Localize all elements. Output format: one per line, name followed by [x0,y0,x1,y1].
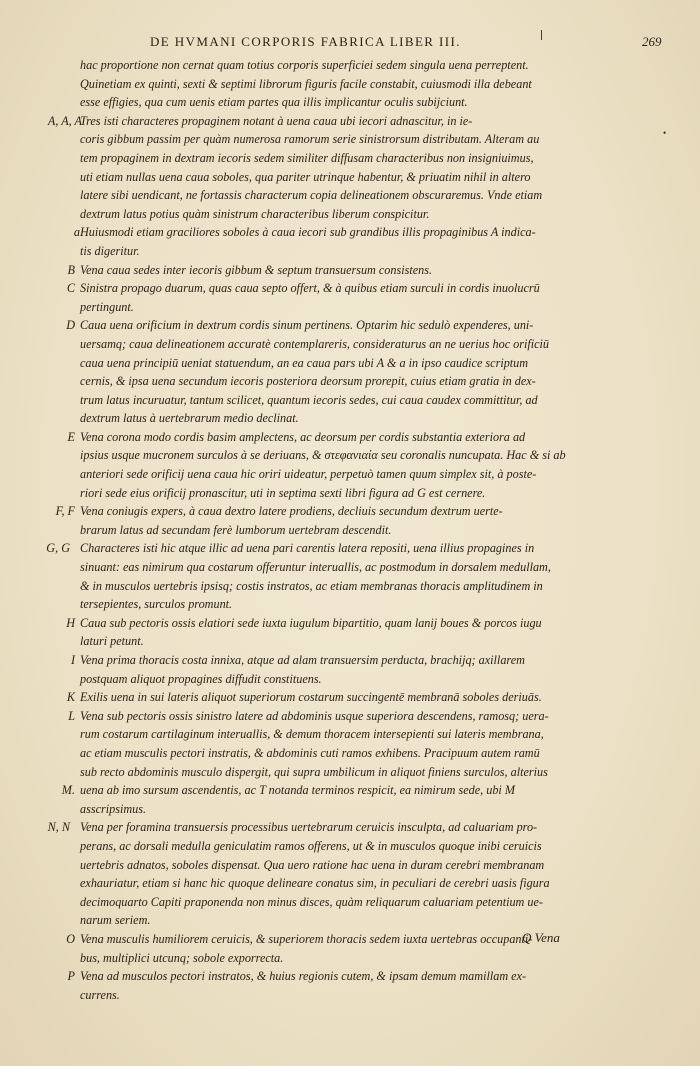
entry-text [0,502,640,539]
entry-line: Vena corona modo cordis basim amplectens, ac deorsum per cordis substantia exteriora ad [80,429,526,444]
entry-key-letter: G, G [46,541,70,556]
entry-line: Vena ad musculos pectori instratos, & huius regionis cutem, & ipsam demum mamillam ex- [80,969,527,984]
entry-line: Tres isti characteres propaginem notant à uena caua ubi iecori adnascitur, in ie- [80,113,473,128]
legend-entry [0,428,700,502]
legend-entry [0,651,700,688]
entry-line: Huiusmodi etiam graciliores soboles à caua iecori sub grandibus illis propaginibus A indica- [80,225,536,240]
intro-line: Quinetiam ex quinti, sexti & septimi librorum figuris facile constabit, cuiusmodi illa debeant [80,76,532,91]
entry-line: ac etiam musculis pectori instratis, & abdominis cuti ramos exhibens. Pracipuum autem ramū [80,745,540,760]
entry-text [0,614,640,651]
entry-line: Vena sub pectoris ossis sinistro latere ad abdominis usque superiora descendens, ramosq; uera- [80,708,549,723]
entry-key-letter: K [66,690,75,705]
entry-line: tem propaginem in dextram iecoris sedem similiter diffusam characteribus non insigniuimus, [80,150,534,165]
entry-text [0,539,640,613]
entry-line: Vena coniugis expers, à caua dextro latere prodiens, decliuis secundum dextrum uerte- [80,504,503,519]
entry-text [0,279,640,316]
entry-line: riori sede eius orificij pronascitur, uti in septima sexti libri figura ad G est cernere. [80,485,486,500]
entry-line: sub recto abdominis musculo dispergit, qui supra umbilicum in aliquot finiens surculos, alterius [80,764,548,779]
entry-line: anteriori sede orificij uena caua hic oriri uideatur, perpetuò tamen quum simplex sit, à poste- [80,467,537,482]
intro-paragraph [0,56,645,112]
entry-text [0,261,640,280]
legend-entry [0,112,700,224]
entry-key-letter: P [67,969,75,984]
entry-text [0,688,640,707]
entry-text [0,818,640,930]
legend-entry [0,930,700,967]
margin-dot: • [663,128,667,138]
entry-text [0,316,640,428]
entry-line: ipsius usque mucronem surculos à se deriuans, & στεφανιαία seu coronalis nuncupata. Hac & si ab [80,448,566,463]
entry-line: exhauriatur, etiam si hanc hic quoque delineare conatus sim, in peculiari de cerebri uasis figura [80,876,550,891]
entry-key-letter: A, A, A [47,113,82,128]
legend-entry [0,967,700,1004]
legend-entries [0,112,700,1005]
entry-line: uertebris adnatos, soboles dispensat. Qua uero ratione hac uena in duram cerebri membranam [80,857,545,872]
entry-key-letter: L [68,708,75,723]
entry-line: Exilis uena in sui lateris aliquot superiorum costarum succingentē membranā soboles deriuās. [80,690,542,705]
entry-line: bus, multiplici utcunq; sobole exporrecta. [80,950,284,965]
entry-line: Characteres isti hic atque illic ad uena pari carentis latera repositi, uena illius propagines in [80,541,535,556]
legend-entry [0,261,700,280]
entry-line: rum costarum cartilaginum interuallis, & demum thoracem intersepienti sui lateris membrana, [80,727,544,742]
entry-line: perans, ac dorsali medulla geniculatim ramos offerens, ut & in musculos quoque inibi ceruicis [80,838,542,853]
entry-line: tersepientes, surculos promunt. [80,597,233,612]
entry-line: brarum latus ad secundam ferè lumborum uertebram descendit. [80,522,392,537]
entry-line: sinuant: eas nimirum qua costarum offeruntur interuallis, ac postmodum in dorsalem medullam, [80,560,551,575]
legend-entry [0,223,700,260]
entry-text [0,223,640,260]
entry-line: dextrum latus à uertebrarum medio declinat. [80,411,299,426]
entry-line: cernis, & ipsa uena secundum iecoris posteriora deorsum prorepit, cuius etiam gratia in dex- [80,374,536,389]
entry-line: laturi petunt. [80,634,144,649]
entry-text [0,781,640,818]
entry-line: narum seriem. [80,913,151,928]
entry-line: & in musculos uertebris ipsisq; costis instratos, ac etiam membranas thoracis amplitudinem in [80,578,543,593]
entry-text [0,651,640,688]
entry-line: Sinistra propago duarum, quas caua septo offert, & à quibus etiam surculi in cordis inuolucrū [80,281,540,296]
catchword: Q Vena [522,930,560,945]
entry-key-letter: a [73,225,80,240]
entry-line: postquam aliquot propagines diffudit constituens. [80,671,322,686]
legend-entry [0,279,700,316]
legend-entry [0,614,700,651]
entry-line: asscripsimus. [80,801,147,816]
entry-key-letter: M. [61,783,75,798]
intro-line: hac proportione non cernat quam totius corporis superficiei sedem singula uena perreptent. [80,58,529,72]
entry-line: dextrum latus potius quàm sinistrum characteribus liberum conspicitur. [80,206,430,221]
legend-entry [0,539,700,613]
entry-line: Vena caua sedes inter iecoris gibbum & septum transuersum consistens. [80,262,433,277]
page-number: 269 [642,34,662,49]
legend-entry [0,502,700,539]
entry-line: Vena per foramina transuersis processibus uertebrarum ceruicis insculpta, ad caluariam pro- [80,820,538,835]
entry-line: uena ab imo sursum ascendentis, ac T notanda terminos respicit, ea nimirum sede, ubi M [80,783,515,798]
entry-line: caua uena principiū ueniat statuendum, an ea caua pars ubi A & a in ipso caudice scriptum [80,355,529,370]
entry-key-letter: N, N [47,820,70,835]
entry-text [0,707,640,781]
legend-entry [0,818,700,930]
legend-entry [0,316,700,428]
intro-line: esse effigies, qua cum uenis etiam partes qua illis implicantur oculis subijciunt. [80,95,468,110]
running-head: DE HVMANI CORPORIS FABRICA LIBER III. [150,34,461,49]
entry-line: latere sibi uendicant, ne fortassis characterum copia delineationem obscuraremus. Vnde etiam [80,188,543,203]
entry-line: Vena musculis humiliorem ceruicis, & superiorem thoracis sedem iuxta uertebras occupanti- [80,931,533,946]
entry-text [0,428,640,502]
entry-key-letter: O [66,931,75,946]
entry-line: uti etiam nullas uena caua soboles, qua pariter utrinque habentur, & priuatim nihil in altero [80,169,531,184]
entry-line: Caua sub pectoris ossis elatiori sede iuxta iugulum bipartitio, quam lanij boues & porcos iugu [80,615,542,630]
entry-text [0,112,640,224]
entry-line: trum latus incuruatur, tantum scilicet, quantum iecoris sedes, cui caua caudex committitur, ad [80,392,538,407]
legend-entry [0,707,700,781]
entry-key-letter: F, F [55,504,75,519]
entry-key-letter: H [66,615,75,630]
entry-line: decimoquarto Capiti praponenda non minus disces, quàm reliquarum caluariam petentium ue- [80,894,543,909]
entry-key-letter: I [70,653,75,667]
legend-entry [0,688,700,707]
entry-key-letter: E [67,429,75,444]
text-block [0,56,700,1004]
legend-entry [0,781,700,818]
entry-line: Vena prima thoracis costa innixa, atque ad alam transuersim perducta, brachijq; axillarem [80,653,525,667]
entry-line: currens. [80,987,120,1002]
entry-key-letter: B [67,262,75,277]
page-header [0,34,700,54]
entry-text [0,967,640,1004]
entry-line: uersamq; caua delineationem accuratè contemplareris, consideraturus an ne uerius hoc orificiū [80,336,550,351]
entry-key-letter: D [66,318,75,333]
entry-line: tis digeritur. [80,243,140,258]
entry-line: Caua uena orificium in dextrum cordis sinum pertinens. Optarim hic sedulò expenderes, uni- [80,318,534,333]
entry-key-letter: C [66,281,75,296]
entry-line: pertingunt. [80,299,134,314]
entry-line: coris gibbum passim per quàm numerosa ramorum serie sinistrorsum distributam. Alteram au [80,132,540,147]
